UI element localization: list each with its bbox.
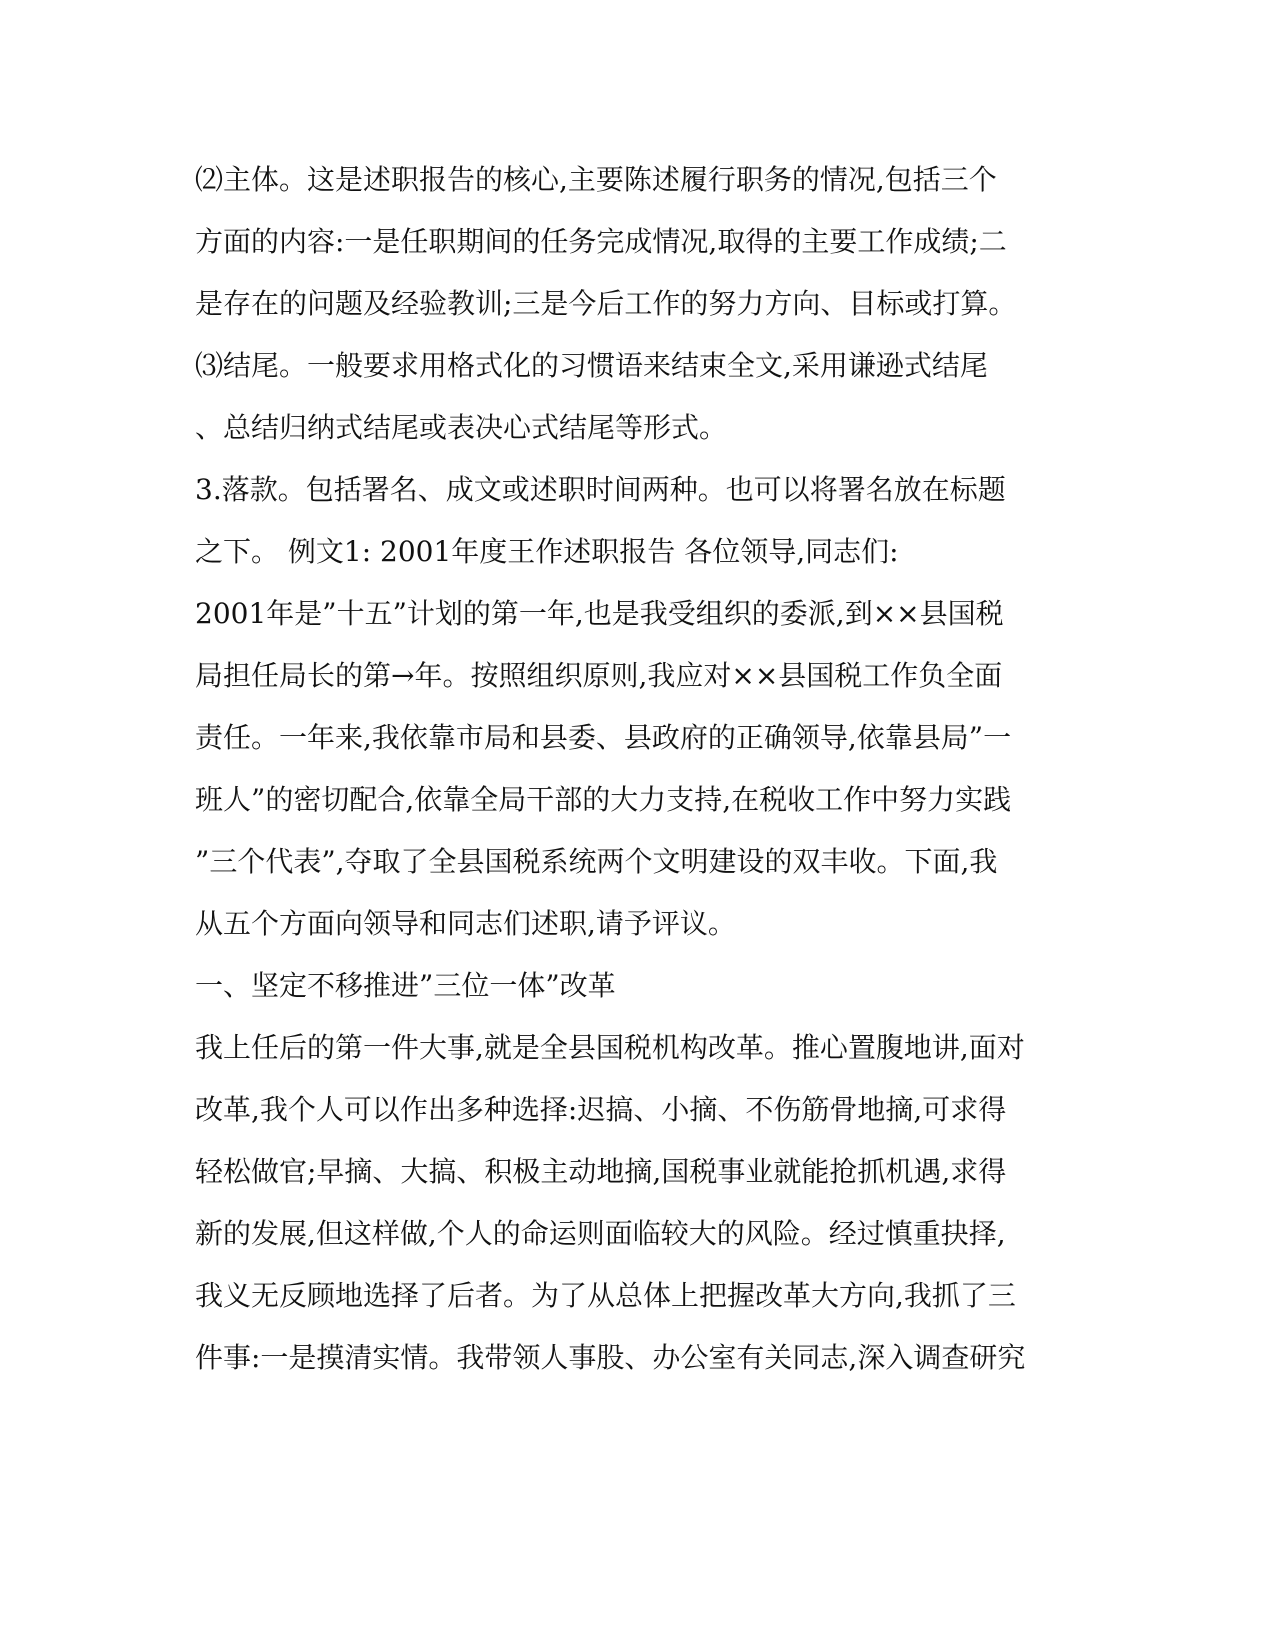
text-line: ”三个代表”,夺取了全县国税系统两个文明建设的双丰收。下面,我 xyxy=(195,845,998,878)
text-line: 我义无反顾地选择了后者。为了从总体上把握改革大方向,我抓了三 xyxy=(195,1279,1016,1312)
text-line: 3.落款。包括署名、成文或述职时间两种。也可以将署名放在标题 xyxy=(195,473,1006,506)
section-heading: 一、坚定不移推进”三位一体”改革 xyxy=(195,969,616,1002)
text-line: 之下。 例文1: 2001年度王作述职报告 各位领导,同志们: xyxy=(195,535,899,568)
text-line: 改革,我个人可以作出多种选择:迟搞、小摘、不伤筋骨地摘,可求得 xyxy=(195,1093,1007,1126)
text-line: 方面的内容:一是任职期间的任务完成情况,取得的主要工作成绩;二 xyxy=(195,225,1007,258)
text-line: 从五个方面向领导和同志们述职,请予评议。 xyxy=(195,907,736,940)
text-line: 局担任局长的第→年。按照组织原则,我应对××县国税工作负全面 xyxy=(195,659,1003,692)
text-line: 件事:一是摸清实情。我带领人事股、办公室有关同志,深入调查研究 xyxy=(195,1341,1026,1374)
text-line: 是存在的问题及经验教训;三是今后工作的努力方向、目标或打算。 xyxy=(195,287,1017,320)
text-line: ⑵主体。这是述职报告的核心,主要陈述履行职务的情况,包括三个 xyxy=(195,163,997,196)
text-line: 班人”的密切配合,依靠全局干部的大力支持,在税收工作中努力实践 xyxy=(195,783,1012,816)
text-line: 新的发展,但这样做,个人的命运则面临较大的风险。经过慎重抉择, xyxy=(195,1217,1006,1250)
text-line: 2001年是”十五”计划的第一年,也是我受组织的委派,到××县国税 xyxy=(195,597,1004,630)
text-line: 轻松做官;早摘、大搞、积极主动地摘,国税事业就能抢抓机遇,求得 xyxy=(195,1155,1007,1188)
text-line: 责任。一年来,我依靠市局和县委、县政府的正确领导,依靠县局”一 xyxy=(195,721,1012,754)
text-line: 我上任后的第一件大事,就是全县国税机构改革。推心置腹地讲,面对 xyxy=(195,1031,1025,1064)
text-line: ⑶结尾。一般要求用格式化的习惯语来结束全文,采用谦逊式结尾 xyxy=(195,349,988,382)
text-line: 、总结归纳式结尾或表决心式结尾等形式。 xyxy=(195,411,728,444)
